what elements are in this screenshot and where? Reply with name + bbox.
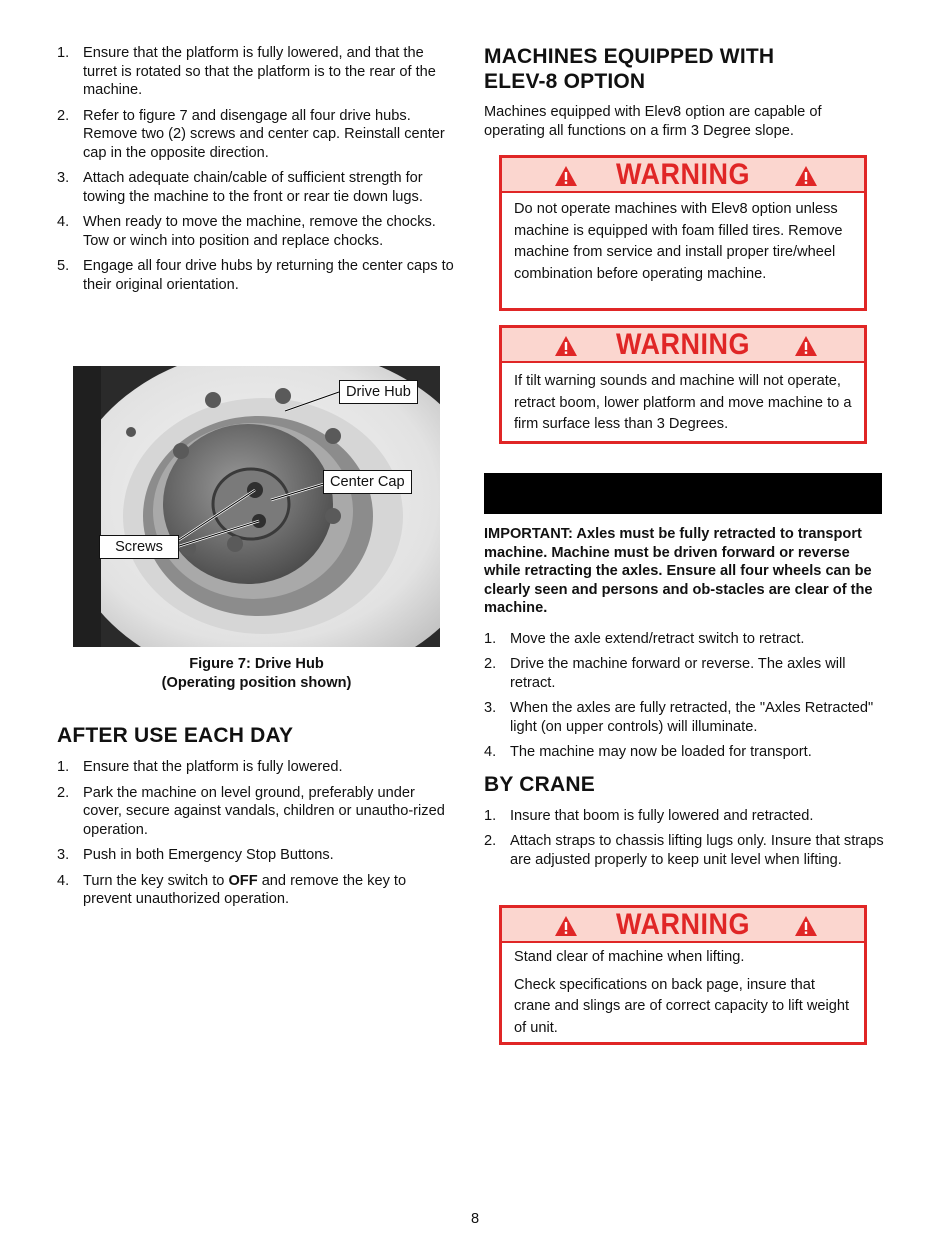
- list-item: 2. Drive the machine forward or reverse. The axles will retract.: [484, 656, 846, 691]
- elev8-heading: MACHINES EQUIPPED WITH ELEV-8 OPTION: [484, 45, 775, 93]
- right-column: [484, 44, 884, 140]
- towing-steps-list: [57, 44, 457, 294]
- list-item: 5. Engage all four drive hubs by returning the center caps to their original orientation.: [57, 258, 454, 293]
- list-item: 1. Ensure that the platform is fully lowered, and that the turret is rotated so that the platform is to the rear of the machine.: [57, 45, 436, 98]
- callout-drive-hub: Drive Hub: [339, 380, 418, 404]
- warning-triangle-icon: [554, 165, 578, 187]
- after-use-section: [57, 723, 457, 916]
- warning-header: WARNING: [502, 908, 864, 943]
- axle-section: [484, 525, 884, 876]
- drive-hub-illustration: [73, 366, 440, 647]
- warning-header: WARNING: [502, 158, 864, 193]
- section-header-bar: [484, 473, 882, 514]
- list-item: 2. Park the machine on level ground, preferably under cover, secure against vandals, children or unautho-rized operation.: [57, 784, 445, 838]
- warning-box-foam-tires: [499, 155, 867, 311]
- list-item: 1. Insure that boom is fully lowered and retracted.: [484, 807, 814, 824]
- drive-hub-photo: [73, 366, 440, 647]
- warning-triangle-icon: [554, 335, 578, 357]
- after-use-heading: AFTER USE EACH DAY: [57, 724, 294, 747]
- list-item: 1. Ensure that the platform is fully lowered.: [57, 759, 343, 775]
- figure-caption: Figure 7: Drive Hub (Operating position shown): [161, 656, 352, 691]
- left-column: [57, 44, 457, 301]
- warning-triangle-icon: [794, 165, 818, 187]
- callout-center-cap: Center Cap: [323, 470, 412, 494]
- list-item: 3. When the axles are fully retracted, the "Axles Retracted" light (on upper controls) will illuminate.: [484, 700, 874, 735]
- list-item: 3. Attach adequate chain/cable of sufficient strength for towing the machine to the front or rear tie down lugs.: [57, 170, 423, 205]
- warning-triangle-icon: [554, 915, 578, 937]
- warning-box-tilt: [499, 325, 867, 444]
- list-item: 4. The machine may now be loaded for transport.: [484, 744, 812, 760]
- warning-text: Stand clear of machine when lifting.: [514, 949, 745, 965]
- page-number: 8: [470, 1211, 480, 1227]
- warning-text: If tilt warning sounds and machine will not operate, retract boom, lower platform and move machine to a firm surface less than 3 Degrees.: [514, 373, 852, 432]
- warning-header: WARNING: [502, 328, 864, 363]
- crane-steps-list: [484, 807, 884, 870]
- by-crane-heading: BY CRANE: [484, 772, 595, 796]
- warning-text: Check specifications on back page, insure that crane and slings are of correct capacity to lift weight of unit.: [514, 976, 850, 1036]
- elev8-body: Machines equipped with Elev8 option are capable of operating all functions on a firm 3 Degree slope.: [484, 104, 822, 139]
- after-use-steps-list: [57, 758, 457, 909]
- list-item: 3. Push in both Emergency Stop Buttons.: [57, 847, 334, 863]
- list-item: 1. Move the axle extend/retract switch to retract.: [484, 630, 805, 647]
- warning-triangle-icon: [794, 915, 818, 937]
- warning-text: Do not operate machines with Elev8 option unless machine is equipped with foam filled tires. Remove machine from service and install proper tire/wheel combination before operating machine.: [514, 201, 843, 282]
- list-item: 4. When ready to move the machine, remove the chocks. Tow or winch into position and replace chocks.: [57, 214, 436, 249]
- list-item: 4. Turn the key switch to OFF and remove the key to prevent unauthorized operation.: [57, 872, 407, 907]
- axle-steps-list: [484, 630, 884, 762]
- warning-triangle-icon: [794, 335, 818, 357]
- callout-screws: Screws: [99, 535, 179, 559]
- list-item: 2. Attach straps to chassis lifting lugs only. Insure that straps are adjusted properly to keep unit level when lifting.: [484, 833, 884, 868]
- important-note: IMPORTANT: Axles must be fully retracted to transport machine. Machine must be driven forward or reverse while retracting the axles. Ensure all four wheels can be clearly seen and persons and ob-stacles are clear of the machine.: [484, 526, 873, 616]
- warning-box-crane: [499, 905, 867, 1045]
- list-item: 2. Refer to figure 7 and disengage all four drive hubs. Remove two (2) screws and center cap. Reinstall center cap in the opposite direction.: [57, 107, 445, 161]
